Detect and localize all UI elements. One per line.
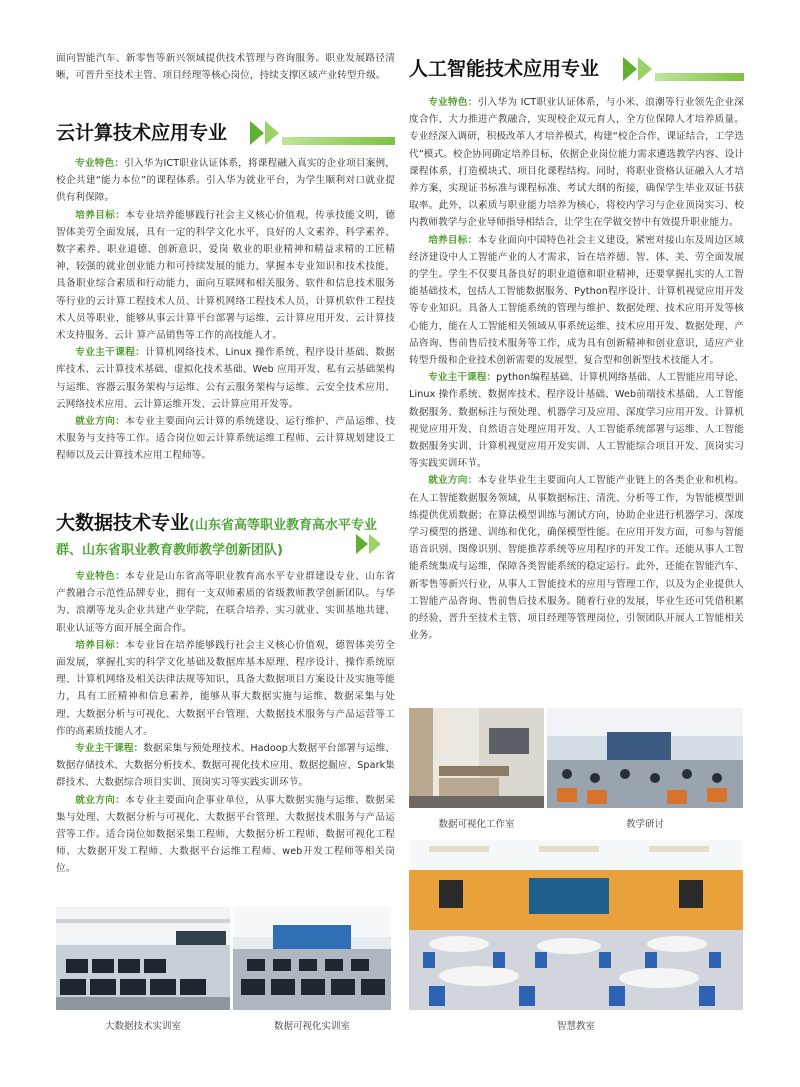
- cloud-courses-text: 计算机网络技术、Linux 操作系统、程序设计基础、数据库技术、云计算技术基础、虚拟化技术基础、Web 应用开发、私有云基础架构与运维、容器云服务架构与运维、公有云服务架构与运维、云安全技术应用、云网络技术应用、云计算运维开发、云计算应用开发等。: [56, 347, 395, 410]
- cloud-courses: [56, 344, 395, 413]
- bigdata-feature: [56, 568, 395, 637]
- cloud-career: [56, 413, 395, 465]
- cloud-title: 云计算技术应用专业: [56, 118, 233, 148]
- bigdata-career-text: 本专业主要面向企事业单位，从事大数据实施与运维、数据采集与处理、大数据分析与可视化、大数据平台管理、大数据技术服务与产品运营等工作。适合岗位如数据采集工程师，大数据分析工程师、数据可视化工程师、大数据开发工程师、大数据平台运维工程师、web开发工程师等相关岗位。: [56, 794, 396, 875]
- bigdata-feature-text: 本专业是山东省高等职业教育高水平专业群建设专业、山东省产教融合示范性品牌专业，拥有一支双师素质的省级教师教学创新团队。与华为、浪潮等龙头企业共建产业学院，在联合培养、实习就业、实训基地共建、职业认证等方面开展全面合作。: [56, 571, 396, 634]
- cloud-feature: [56, 155, 395, 207]
- cloud-career-label: 就业方向：: [75, 416, 126, 428]
- ai-career: [409, 472, 744, 644]
- cloud-feature-text: 引入华为ICT职业认证体系，将课程融入真实的企业项目案例，校企共建“能力本位”的课程体系。引入华为就业平台，为学生顺利对口就业提供有利保障。: [56, 158, 396, 204]
- bigdata-lab-photo: [56, 907, 230, 1010]
- data-visualization-lab-photo: [233, 907, 391, 1010]
- ai-feature-label: 专业特色：: [428, 97, 478, 108]
- chevron-icon: [265, 121, 279, 145]
- bigdata-feature-label: 专业特色：: [75, 571, 126, 582]
- ai-title: 人工智能技术应用专业: [409, 54, 605, 84]
- chevron-icon: [369, 534, 381, 554]
- bigdata-career-label: 就业方向：: [75, 794, 126, 806]
- ai-goal: [409, 232, 744, 370]
- bigdata-goal-text: 本专业旨在培养能够践行社会主义核心价值观，德智体美劳全面发展，掌握扎实的科学文化基础及数据库基本原理、程序设计、操作系统原理、计算机网络及相关法律法规等知识，具备大数据项目方案设计及实施等能力，具有工匠精神和信息素养，能够从事大数据实施与运维、数据采集与处理、大数据分析与可视化、大数据平台管理、大数据技术服务与产品运营等工作的高素质技能人才。: [56, 639, 396, 737]
- bigdata-title: 大数据技术专业: [56, 512, 190, 534]
- heading-bar: [655, 73, 744, 81]
- cloud-courses-label: 专业主干课程：: [75, 347, 146, 359]
- data-visualization-studio-photo: [409, 708, 544, 808]
- photo-caption: 大数据技术实训室: [104, 1021, 181, 1032]
- bigdata-goal-label: 培养目标：: [75, 639, 126, 651]
- ai-section-body: [409, 94, 744, 645]
- ai-feature: [409, 94, 744, 232]
- bigdata-subtitle: (山东省高等职业教育高水平专业群、山东省职业教育教师教学创新团队): [56, 518, 377, 558]
- teaching-seminar-photo: [547, 708, 743, 808]
- ai-courses-text: python编程基础、计算机网络基础、人工智能应用导论、Linux 操作系统、数据库技术、程序设计基础、Web前端技术基础、人工智能数据服务、数据标注与预处理、机器学习及应用、深度学习应用开发、计算机视觉应用开发、自然语言处理应用开发、人工智能系统部署与运维、人工智能数据服务实训、计算机视觉应用开发实训、人工智能综合项目开发、顶岗实习等实践实训环节。: [409, 372, 744, 470]
- ai-career-label: 就业方向：: [428, 475, 478, 487]
- photo-caption: 数据可视化实训室: [273, 1021, 350, 1032]
- intro-paragraph: 面向智能汽车、新零售等新兴领域提供技术管理与咨询服务。职业发展路径清晰，可晋升至技术主管、项目经理等核心岗位，持续支撑区域产业转型升级。: [56, 53, 395, 82]
- photo-caption: 教学研讨: [625, 819, 664, 830]
- ai-feature-text: 引入华为 ICT职业认证体系，与小米、浪潮等行业领先企业深度合作，大力推进产教融合，实现校企双元育人，全方位保障人才培养质量。专业经深入调研，积极改革人才培养模式，构建“校企合作，课证结合，工学迭代”模式。校企协同确定培养目标，依据企业岗位能力需求遴选教学内容、设计课程体系，打造模块式、项目化课程结构。同时，将职业资格认证融入人才培养方案，实现证书标准与课程标准、考试大纲的衔接，确保学生毕业双证书获取率。此外，以素质与职业能力培养为核心，将校内学习与企业顶岗实习、校内教师教学与企业导师指导相结合，让学生在学做交替中有效提升职业能力。: [409, 97, 745, 229]
- bigdata-career: [56, 792, 395, 878]
- heading-bar: [282, 137, 395, 145]
- bigdata-courses-text: 数据采集与预处理技术、Hadoop大数据平台部署与运维、数据存储技术、大数据分析技术、数据可视化技术应用、数据挖掘应、Spark集群技术、大数据综合项目实训、顶岗实习等实践实训环节。: [56, 743, 396, 789]
- photo-caption: 智慧教室: [556, 1021, 595, 1032]
- cloud-goal: [56, 207, 395, 345]
- bigdata-section-heading: [56, 512, 395, 556]
- ai-career-text: 本专业毕业生主要面向人工智能产业链上的各类企业和机构。在人工智能数据服务领域，从事数据标注、清洗、分析等工作，为智能模型训练提供优质数据；在算法模型训练与测试方向，协助企业进行机器学习、深度学习模型的搭建、训练和优化，确保模型性能。在应用开发方面，可参与智能语音识别、图像识别、智能推荐系统等应用程序的开发工作。还能从事人工智能系统集成与运维，保障各类智能系统的稳定运行。此外，还能在智能汽车、新零售等新兴行业，从事人工智能技术的应用与管理工作，以及为企业提供人工智能产品咨询、售前售后技术服务。随着行业的发展，毕业生还可凭借积累的经验，晋升至技术主管、项目经理等管理岗位，引领团队开展人工智能相关业务。: [409, 475, 744, 642]
- cloud-goal-text: 本专业培养能够践行社会主义核心价值观，传承技能文明，德智体美劳全面发展，具有一定的科学文化水平，良好的人文素养、科学素养、数字素养、职业道德、创新意识，爱岗 敬业的职业精神和精益求精的工匠精神，较强的就业创业能力和可持续发展的能力，掌握本专业知识和技术技能，具备职业综合素质和行动能力，面向互联网和相关服务、软件和信息技术服务等行业的云计算工程技术人员、计算机网络工程技术人员，计算机软件工程技术人员等职业，能够从事云计算平台部署与运维、云计算应用开发、云计算技术支持服务、云计 算产品销售等工作的高技能人才。: [56, 209, 396, 342]
- smart-classroom-photo: [409, 840, 743, 1010]
- ai-goal-label: 培养目标：: [428, 234, 478, 246]
- bigdata-courses-label: 专业主干课程：: [75, 743, 144, 755]
- bigdata-section-body: [56, 568, 395, 878]
- ai-goal-text: 本专业面向中国特色社会主义建设，紧密对接山东及周边区域经济建设中人工智能产业的人才需求，旨在培养德、智、体、美、劳全面发展的学生。学生不仅要具备良好的职业道德和职业精神，还要掌握扎实的人工智能基础技术，包括人工智能数据服务、Python程序设计、计算机视觉应用开发等专业知识。具备人工智能系统的管理与维护、数据处理、技术应用开发等核心能力，能在人工智能相关领域从事系统运维、技术应用开发、数据处理、产品咨询、售前售后技术服务等工作，成为具有创新精神和创业意识，适应产业转型升级和企业技术创新需要的发展型、复合型和创新型技术技能人才。: [409, 234, 744, 367]
- chevron-icon: [250, 121, 264, 145]
- chevron-icon: [623, 57, 637, 81]
- ai-courses-label: 专业主干课程：: [428, 372, 497, 384]
- photo-caption: 数据可视化工作室: [438, 819, 515, 830]
- ai-courses: [409, 369, 744, 472]
- cloud-section-heading: [56, 118, 395, 148]
- cloud-goal-label: 培养目标：: [75, 209, 126, 221]
- chevron-icon: [356, 534, 368, 554]
- cloud-career-text: 本专业主要面向云计算的系统建设、运行维护、产品运维、技术服务与支持等工作。适合岗位如云计算系统运维工程师、云计算规划建设工程师以及云计算技术应用工程师等。: [56, 416, 396, 462]
- bigdata-courses: [56, 740, 395, 792]
- bigdata-title-block: [56, 512, 386, 562]
- ai-section-heading: [409, 54, 744, 84]
- bigdata-goal: [56, 637, 395, 740]
- chevron-icon: [638, 57, 652, 81]
- cloud-section-body: [56, 155, 395, 465]
- cloud-feature-label: 专业特色：: [75, 158, 125, 169]
